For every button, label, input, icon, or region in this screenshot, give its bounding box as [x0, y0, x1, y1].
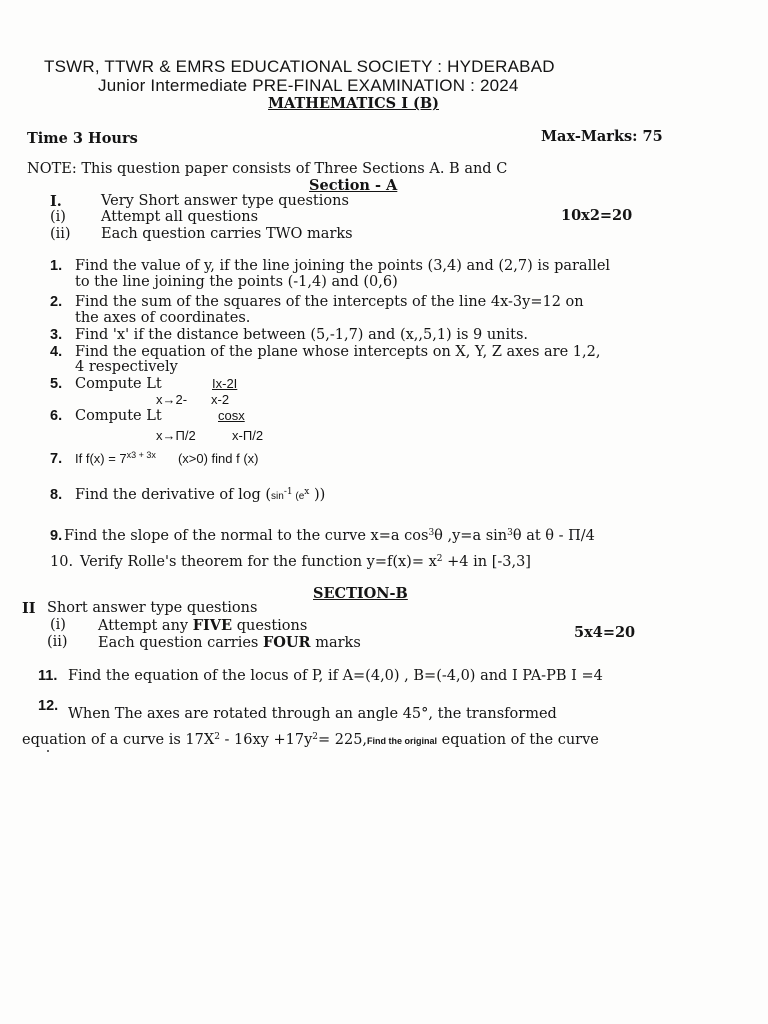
question-2-line-1: Find the sum of the squares of the intercepts of the line 4x-3y=12 on [75, 294, 584, 310]
section-a-roman: I. [50, 193, 62, 210]
section-b-type: Short answer type questions [47, 600, 258, 616]
question-number: 2. [50, 294, 63, 310]
question-number: 9. [50, 528, 63, 544]
question-7: If $f(x) = 7^{x3 + 3x}$ (x>0) find f (x) [75, 450, 259, 466]
question-2-line-2: the axes of coordinates. [75, 310, 251, 326]
question-12-line-1: When The axes are rotated through an angle 45°, the transformed [68, 706, 557, 722]
exam-title: Junior Intermediate PRE-FINAL EXAMINATION : 2024 [98, 76, 519, 95]
question-11: Find the equation of the locus of P, if A=(4,0) , B=(-4,0) and I PA-PB I =4 [68, 668, 603, 684]
question-number: 6. [50, 408, 63, 424]
section-a-title: Section - A [309, 177, 398, 194]
exam-duration: Time 3 Hours [27, 130, 138, 147]
section-b-marks: 5x4=20 [574, 624, 636, 641]
question-5-numerator: Ix-2I [212, 376, 238, 391]
question-8: Find the derivative of $\log (\sin^{-1}$ ($e^x$ )) [75, 487, 326, 503]
max-marks: Max-Marks: 75 [541, 128, 663, 145]
section-a-marks: 10x2=20 [561, 207, 633, 224]
question-1-line-2: to the line joining the points (-1,4) and (0,6) [75, 274, 398, 290]
question-12-line-2: equation of a curve is $17X^2 - 16xy +17y^2=$ 225,Find the original equation of the curve [22, 732, 599, 748]
question-5-denominator: x-2 [211, 392, 230, 407]
question-number: 3. [50, 327, 63, 343]
section-b-title: SECTION-B [313, 585, 408, 602]
section-a-type: Very Short answer type questions [101, 193, 349, 209]
question-5-compute: Compute Lt [75, 376, 162, 392]
section-a-instruction-i: Attempt all questions [101, 209, 259, 225]
section-a-instruction-ii: Each question carries TWO marks [101, 226, 353, 242]
section-a-instruction-i-label: (i) [50, 209, 66, 225]
section-a-instruction-ii-label: (ii) [50, 226, 71, 242]
question-1-line-1: Find the value of y, if the line joining the points (3,4) and (2,7) is parallel [75, 258, 611, 274]
question-number: 5. [50, 376, 63, 392]
section-b-instruction-i-label: (i) [50, 617, 66, 633]
question-10: Verify Rolle's theorem for the function $y=f(x)= x^2 +4$ in [-3,3] [80, 554, 531, 570]
section-b-roman: II [22, 600, 36, 617]
question-9: Find the slope of the normal to the curve x=a $\cos^3\theta$ ,y=a $\sin^3\theta$ at θ - Π/4 [64, 528, 595, 544]
paper-note: NOTE: This question paper consists of Three Sections A. B and C [27, 161, 508, 177]
question-number: 1. [50, 258, 63, 274]
stray-mark [47, 750, 49, 752]
section-b-instruction-ii-label: (ii) [47, 634, 68, 650]
question-number: 8. [50, 487, 63, 503]
question-6-numerator: cosx [218, 408, 245, 423]
question-4-line-1: Find the equation of the plane whose intercepts on X, Y, Z axes are 1,2, [75, 344, 601, 360]
question-number: 10. [50, 554, 74, 570]
question-number: 4. [50, 344, 63, 360]
question-6-limit: x→Π/2 [156, 428, 196, 443]
question-3: Find 'x' if the distance between (5,-1,7) and (x,,5,1) is 9 units. [75, 327, 529, 343]
section-b-instruction-i: Attempt any FIVE questions [98, 617, 308, 634]
section-b-instruction-ii: Each question carries FOUR marks [98, 634, 361, 651]
question-5-limit: x→2- [156, 392, 188, 407]
question-4-line-2: 4 respectively [75, 359, 178, 375]
question-6-denominator: x-Π/2 [232, 428, 264, 443]
society-title: TSWR, TTWR & EMRS EDUCATIONAL SOCIETY : HYDERABAD [44, 57, 555, 76]
question-number: 7. [50, 451, 63, 467]
question-number: 12. [38, 698, 59, 714]
question-number: 11. [38, 668, 58, 684]
question-6-compute: Compute Lt [75, 408, 162, 424]
subject-title: MATHEMATICS I (B) [268, 95, 439, 112]
